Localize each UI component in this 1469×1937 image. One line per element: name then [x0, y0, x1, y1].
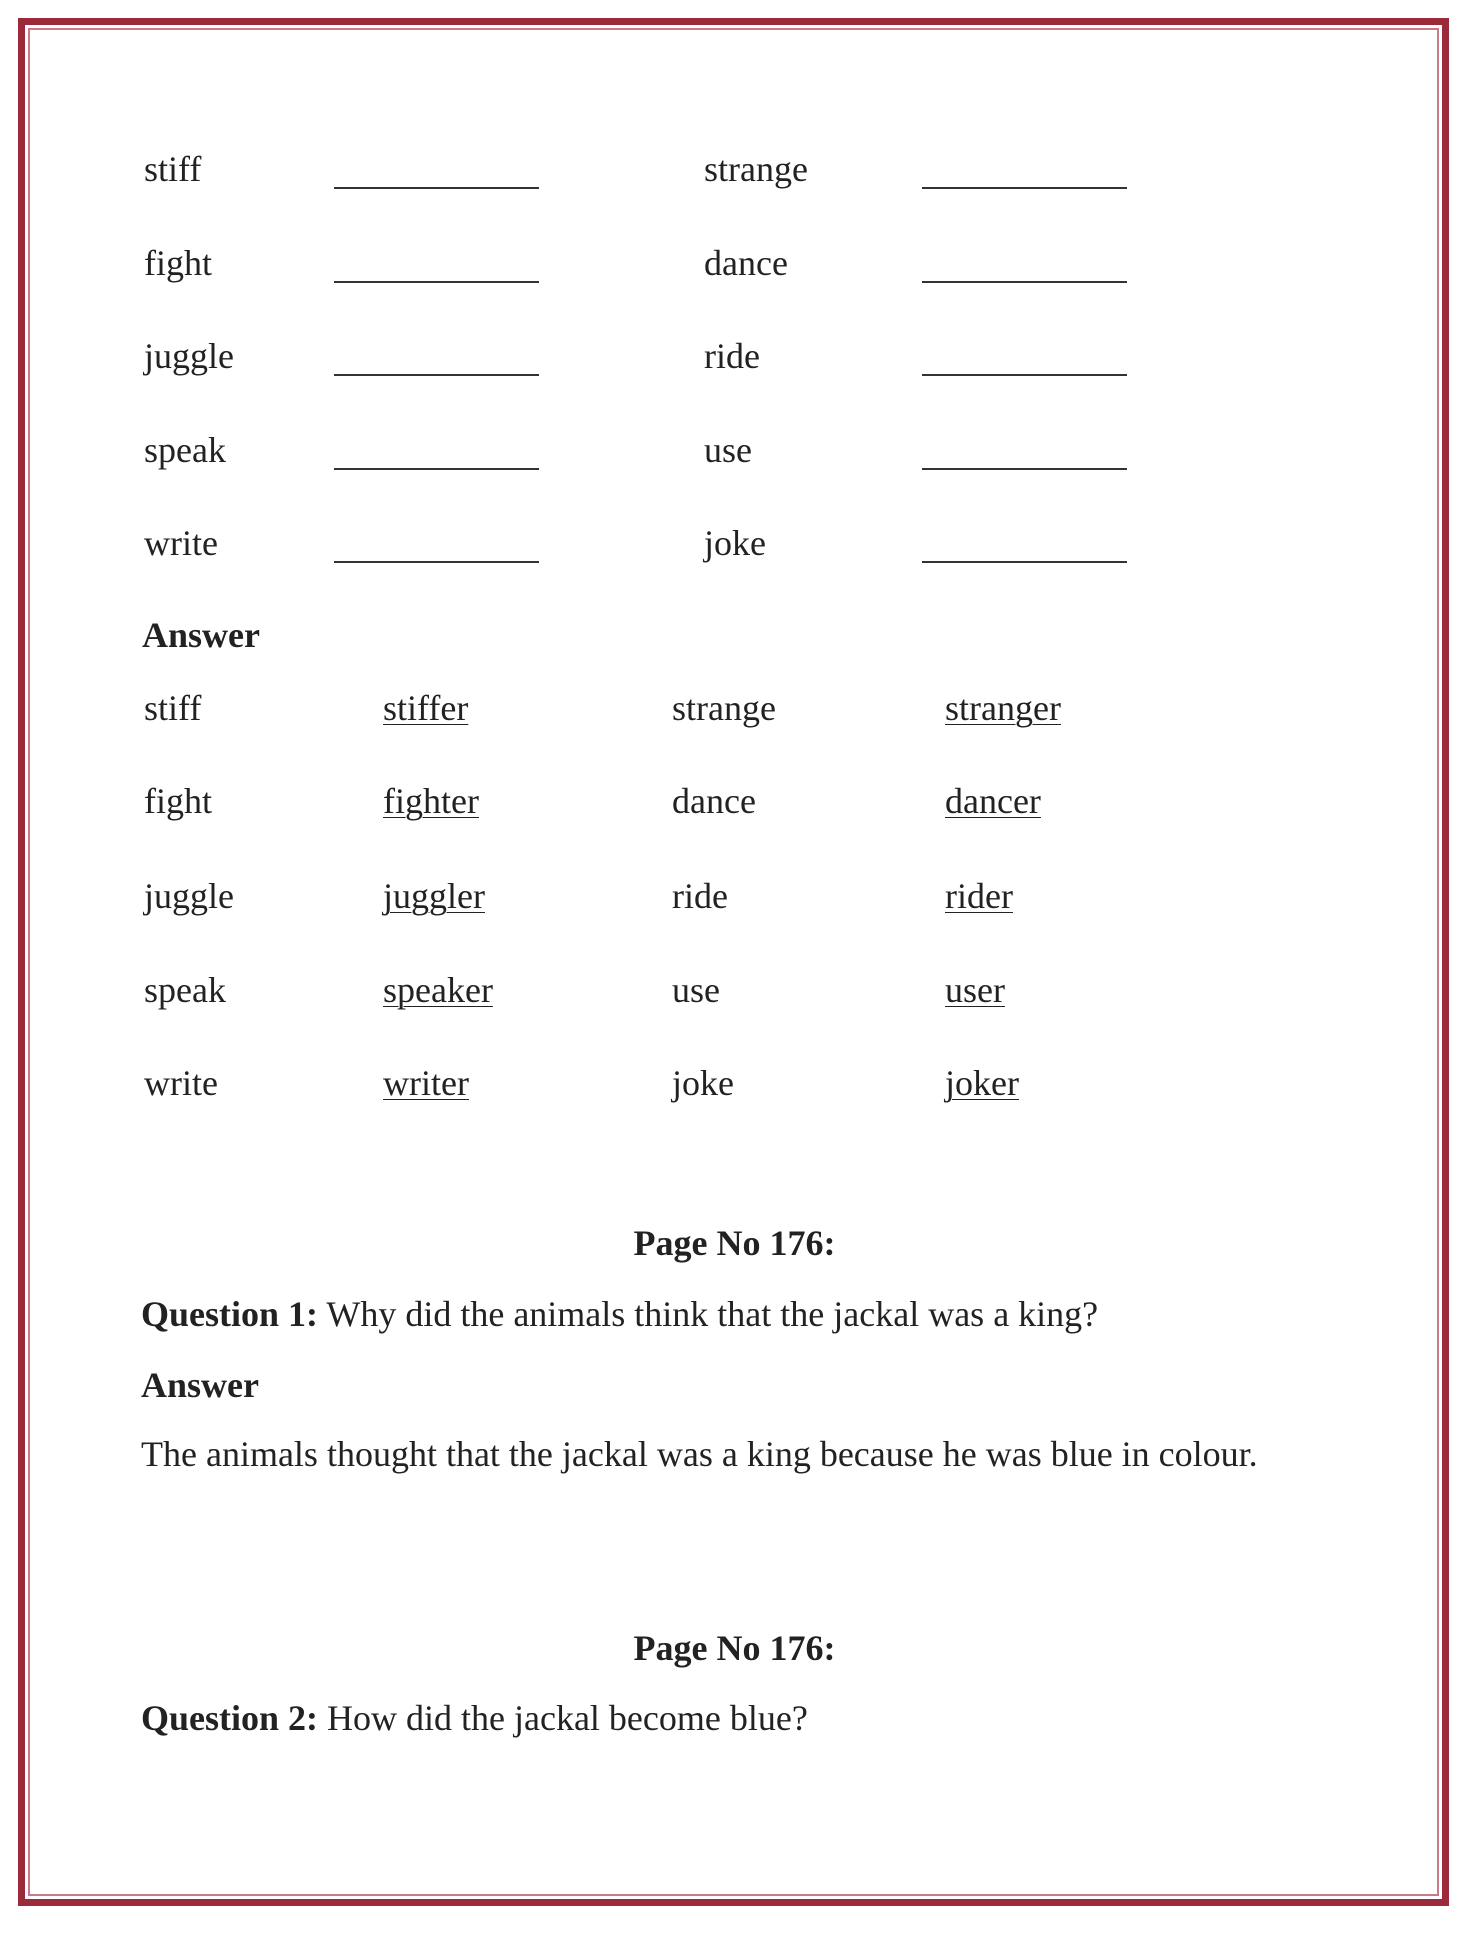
base-word: speak: [144, 970, 226, 1010]
answer-word: dancer: [945, 781, 1041, 821]
question-2: [141, 1700, 808, 1736]
answer-word: rider: [945, 876, 1013, 916]
exercise-word: dance: [704, 243, 788, 283]
question-1: [141, 1296, 1098, 1332]
question-label: Question 2:: [141, 1698, 319, 1738]
base-word: stiff: [144, 688, 202, 728]
blank-line: [922, 374, 1127, 376]
base-word: fight: [144, 781, 212, 821]
answer-heading: Answer: [141, 1365, 259, 1405]
answer-heading: Answer: [142, 615, 260, 655]
blank-line: [334, 468, 539, 470]
answer-word: stranger: [945, 688, 1061, 728]
exercise-word: fight: [144, 243, 212, 283]
exercise-word: juggle: [144, 336, 234, 376]
exercise-word: use: [704, 430, 752, 470]
page-heading: Page No 176:: [633, 1628, 836, 1668]
base-word: ride: [672, 876, 728, 916]
answer-word: writer: [383, 1063, 469, 1103]
blank-line: [334, 561, 539, 563]
blank-line: [922, 281, 1127, 283]
answer-word: fighter: [383, 781, 479, 821]
base-word: write: [144, 1063, 218, 1103]
exercise-word: write: [144, 523, 218, 563]
exercise-word: speak: [144, 430, 226, 470]
page-heading: Page No 176:: [633, 1223, 836, 1263]
blank-line: [922, 468, 1127, 470]
answer-word: speaker: [383, 970, 493, 1010]
exercise-word: joke: [704, 523, 766, 563]
base-word: dance: [672, 781, 756, 821]
blank-line: [922, 561, 1127, 563]
blank-line: [334, 374, 539, 376]
base-word: use: [672, 970, 720, 1010]
answer-word: juggler: [383, 876, 485, 916]
base-word: strange: [672, 688, 776, 728]
answer-word: stiffer: [383, 688, 469, 728]
answer-word: user: [945, 970, 1005, 1010]
answer-text: The animals thought that the jackal was a king because he was blue in colour.: [141, 1434, 1258, 1474]
exercise-word: ride: [704, 336, 760, 376]
blank-line: [334, 187, 539, 189]
exercise-word: strange: [704, 149, 808, 189]
base-word: joke: [672, 1063, 734, 1103]
answer-word: joker: [945, 1063, 1019, 1103]
question-label: Question 1:: [141, 1294, 319, 1334]
blank-line: [922, 187, 1127, 189]
blank-line: [334, 281, 539, 283]
base-word: juggle: [144, 876, 234, 916]
page-border: [18, 18, 1449, 1906]
question-text: How did the jackal become blue?: [318, 1698, 808, 1738]
question-text: Why did the animals think that the jackal was a king?: [318, 1294, 1099, 1334]
exercise-word: stiff: [144, 149, 202, 189]
